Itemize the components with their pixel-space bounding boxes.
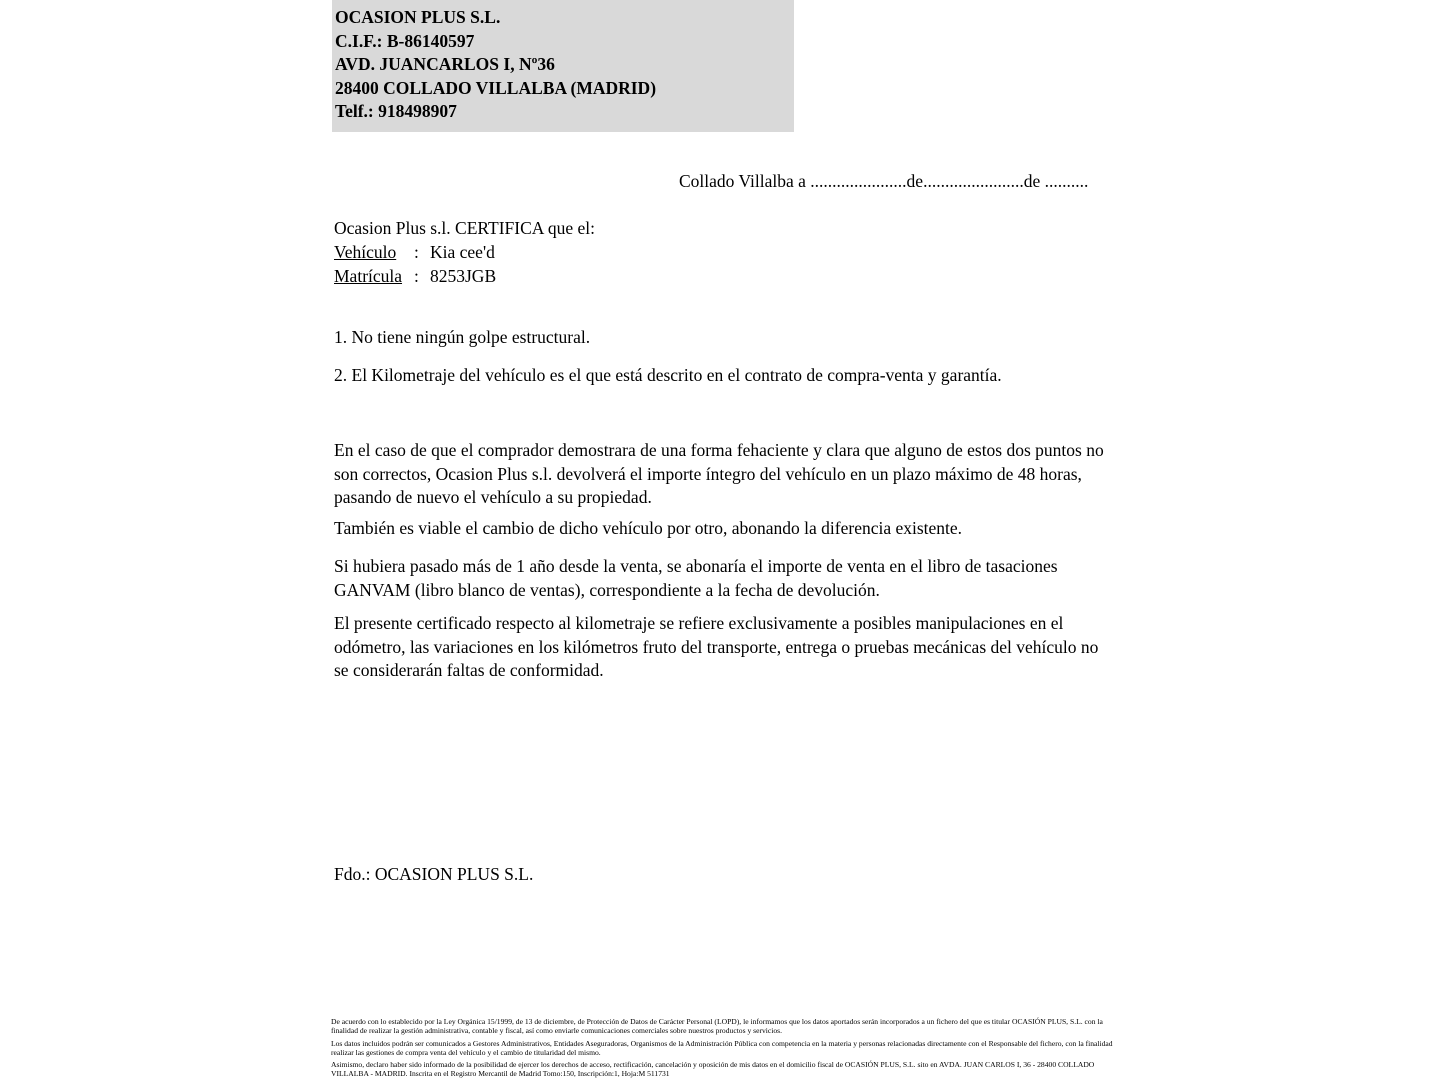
company-header-block [332, 0, 794, 132]
company-phone: Telf.: 918498907 [335, 101, 457, 122]
paragraph-odometer: El presente certificado respecto al kilometraje se refiere exclusivamente a posibles manipulaciones en el odómetro, las variaciones en los kilómetros fruto del transporte, entrega o pruebas mecánicas del vehículo no se considerarán faltas de conformidad. [334, 613, 1099, 680]
paragraph-exchange: También es viable el cambio de dicho vehículo por otro, abonando la diferencia existente. [334, 518, 963, 538]
certifies-intro: Ocasion Plus s.l. CERTIFICA que el: [334, 218, 595, 238]
plate-value: 8253JGB [430, 266, 497, 286]
plate-label: Matrícula [334, 266, 403, 286]
date-line: Collado Villalba a ......................de.......................de .......... [679, 171, 1089, 191]
signature-line: Fdo.: OCASION PLUS S.L. [334, 864, 534, 884]
legal-paragraph-2: Los datos incluidos podrán ser comunicados a Gestores Administrativos, Entidades Aseguradoras, Organismos de la Administración Pública con competencia en la materia y personas relacionadas directamente con el Responsable del fichero, con la finalidad realizar las gestiones de compra venta del vehículo y el cambio de titularidad del mismo. [331, 1038, 1113, 1057]
company-cif: C.I.F.: B-86140597 [335, 30, 475, 51]
vehicle-label: Vehículo [334, 242, 397, 262]
legal-footer [331, 1017, 1121, 1079]
point-1: 1. No tiene ningún golpe estructural. [334, 327, 591, 347]
certification-block [334, 216, 595, 288]
legal-paragraph-3: Asimismo, declaro haber sido informado de la posibilidad de ejercer los derechos de acceso, rectificación, cancelación y oposición de mis datos en el domicilio fiscal de OCASIÓN PLUS, S.L. sito en AVDA. JUAN CARLOS I, 36 - 28400 COLLADO VILLALBA - MADRID. Inscrita en el Registro Mercantil de Madrid Tomo:150, Inscripción:1, Hoja:M 511731 [331, 1060, 1095, 1079]
vehicle-row [334, 240, 595, 264]
paragraph-ganvam: Si hubiera pasado más de 1 año desde la venta, se abonaría el importe de venta en el libro de tasaciones GANVAM (libro blanco de ventas), correspondiente a la fecha de devolución. [334, 556, 1058, 600]
plate-row [334, 264, 595, 288]
legal-paragraph-1: De acuerdo con lo establecido por la Ley Orgánica 15/1999, de 13 de diciembre, de Protección de Datos de Carácter Personal (LOPD), le informamos que los datos aportados serán incorporados a un fichero del que es titular OCASIÓN PLUS, S.L. con la finalidad de realizar la gestión administrativa, contable y fiscal, así como enviarle comunicaciones comerciales sobre nuestros productos y servicios. [331, 1017, 1103, 1036]
company-city: 28400 COLLADO VILLALBA (MADRID) [335, 77, 657, 98]
company-name: OCASION PLUS S.L. [335, 7, 501, 27]
paragraph-refund: En el caso de que el comprador demostrara de una forma fehaciente y clara que alguno de estos dos puntos no son correctos, Ocasion Plus s.l. devolverá el importe íntegro del vehículo en un plazo máximo de 48 horas, pasando de nuevo el vehículo a su propiedad. [334, 440, 1104, 507]
plate-separator: : [414, 266, 419, 286]
point-2: 2. El Kilometraje del vehículo es el que está descrito en el contrato de compra-venta y garantía. [334, 365, 1002, 385]
vehicle-value: Kia cee'd [430, 242, 495, 262]
vehicle-separator: : [414, 242, 419, 262]
company-address: AVD. JUANCARLOS I, Nº36 [335, 54, 555, 75]
